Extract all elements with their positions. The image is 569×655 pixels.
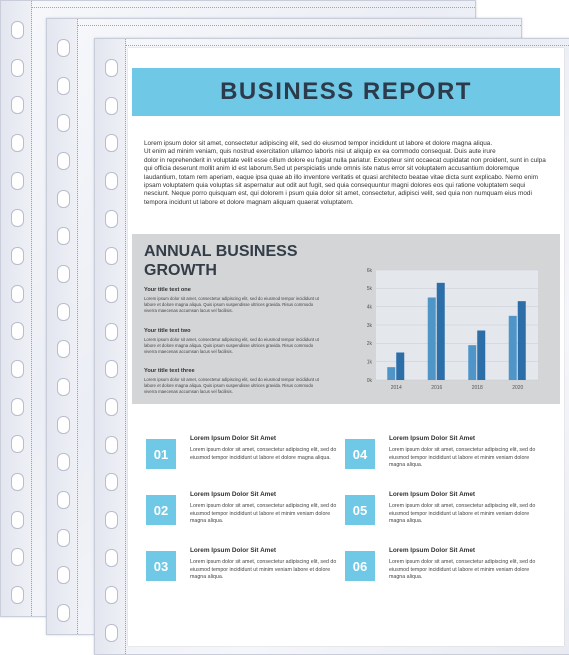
y-tick-label: 0k	[366, 377, 372, 384]
item-text: Lorem ipsum dolor sit amet, consectetur adipiscing elit, sed do eiusmod tempor incididunt ut labore et minim veniam dolore magna aliqua.	[389, 447, 536, 469]
numbered-item	[345, 491, 545, 541]
intro-line: Lorem ipsum dolor sit amet, consectetur adipiscing elit, sed do eiusmod tempor incididunt ut labore et dolore magna aliqua.	[144, 140, 493, 147]
numbered-item	[146, 547, 346, 597]
item-number-badge: 03	[146, 551, 176, 581]
bar	[518, 301, 526, 380]
report-title: BUSINESS REPORT	[220, 78, 472, 105]
binder-hole	[105, 624, 118, 642]
numbered-item	[345, 435, 545, 485]
binder-hole	[105, 360, 118, 378]
item-number-badge: 01	[146, 439, 176, 469]
punched-strip	[95, 39, 126, 654]
numbered-item	[146, 435, 346, 485]
binder-hole	[11, 586, 24, 604]
y-tick-label: 1k	[366, 359, 372, 366]
title-banner	[132, 68, 560, 116]
binder-hole	[11, 435, 24, 453]
numbered-item	[146, 491, 346, 541]
binder-hole	[57, 303, 70, 321]
x-tick-label: 2018	[471, 385, 483, 391]
x-tick-label: 2020	[512, 385, 524, 391]
binder-hole	[57, 39, 70, 57]
binder-hole	[11, 134, 24, 152]
binder-hole	[57, 190, 70, 208]
binder-hole	[105, 172, 118, 190]
binder-hole	[11, 172, 24, 190]
binder-hole	[57, 378, 70, 396]
intro-line: dolor in reprehenderit in voluptate velit esse cillum dolore eu fugiat nulla pariatur. Excepteur sint occaecat cupidatat non proident, sunt in culpa qui officia deserunt mollit anim id est laborum.Sed ut perspiciatis unde omnis iste natus error sit voluptatem accusantium doloremque laudantium, totam rem aperiam, eaque ipsa quae ab illo inventore veritatis et quasi architecto beatae vitae dicta sunt explicabo. Nemo enim ipsam voluptatem quia voluptas sit aspernatur aut odit aut fugit, sed quia consequuntur magni dolores eos qui ratione voluptatem sequi nesciunt. Neque porro quisquam est, qui dolorem i psum quia dolor sit amet, consectetur, adipisci velit, sed quia non numquam eius modi tempora incidunt ut labore et dolore magnam aliquam quaerat voluptatem.	[144, 156, 546, 206]
growth-sub-title: Your title text two	[144, 328, 191, 334]
binder-hole	[105, 473, 118, 491]
binder-hole	[57, 152, 70, 170]
bar	[477, 331, 485, 381]
binder-hole	[11, 322, 24, 340]
binder-hole	[57, 529, 70, 547]
bar	[437, 283, 445, 380]
binder-hole	[57, 77, 70, 95]
y-tick-label: 4k	[366, 304, 372, 311]
item-text: Lorem ipsum dolor sit amet, consectetur adipiscing elit, sed do eiusmod tempor incididunt ut labore et minim veniam dolore magna aliqua.	[190, 503, 337, 525]
item-text: Lorem ipsum dolor sit amet, consectetur adipiscing elit, sed do eiusmod tempor incididunt ut minim veniam labore et dolore magna aliqua.	[190, 559, 337, 581]
binder-hole	[105, 97, 118, 115]
growth-panel	[132, 234, 560, 404]
item-text: Lorem ipsum dolor sit amet, consectetur adipiscing elit, sed do eiusmod tempor incididunt ut labore et minim veniam dolore magna aliqua.	[389, 503, 536, 525]
bar	[468, 345, 476, 380]
seam-line	[77, 25, 521, 28]
item-text: Lorem ipsum dolor sit amet, consectetur adipiscing elit, sed do eiusmod tempor incididunt ut labore et dolore magna aliqua.	[190, 447, 337, 461]
item-number-badge: 05	[345, 495, 375, 525]
binder-hole	[105, 59, 118, 77]
item-title: Lorem Ipsum Dolor Sit Amet	[389, 491, 476, 498]
item-text: Lorem ipsum dolor sit amet, consectetur adipiscing elit, sed do eiusmod tempor incididunt ut labore et minim veniam dolore magna aliqua.	[389, 559, 536, 581]
growth-bar-chart	[352, 262, 546, 402]
item-number-badge: 06	[345, 551, 375, 581]
intro-text	[144, 140, 548, 207]
binder-hole	[57, 340, 70, 358]
item-title: Lorem Ipsum Dolor Sit Amet	[190, 491, 277, 498]
binder-hole	[11, 473, 24, 491]
item-title: Lorem Ipsum Dolor Sit Amet	[389, 435, 476, 442]
item-title: Lorem Ipsum Dolor Sit Amet	[389, 547, 476, 554]
binder-hole	[105, 549, 118, 567]
y-tick-label: 3k	[366, 322, 372, 329]
binder-hole	[57, 604, 70, 622]
binder-hole	[11, 21, 24, 39]
report-page	[128, 48, 564, 646]
binder-hole	[11, 285, 24, 303]
binder-hole	[57, 566, 70, 584]
item-number-badge: 04	[345, 439, 375, 469]
item-number-badge: 02	[146, 495, 176, 525]
binder-hole	[11, 548, 24, 566]
x-tick-label: 2016	[431, 385, 443, 391]
punched-strip	[47, 19, 78, 634]
binder-hole	[57, 265, 70, 283]
binder-hole	[11, 209, 24, 227]
binder-hole	[105, 511, 118, 529]
seam-line	[31, 7, 475, 10]
growth-sub-text: Lorem ipsum dolor sit amet, consectetur adipiscing elit, sed do eiusmod tempor incididunt ut labore et dolore magna aliqua. Quis ipsum suspendisse ultrices gravida. Risus commodo viverra maecenas accumsan lacus vel facilisis.	[144, 377, 319, 394]
bar	[396, 353, 404, 381]
binder-hole	[105, 586, 118, 604]
binder-hole	[11, 96, 24, 114]
binder-hole	[57, 416, 70, 434]
bar	[428, 298, 436, 381]
y-tick-label: 2k	[366, 341, 372, 348]
binder-hole	[105, 134, 118, 152]
binder-hole	[105, 210, 118, 228]
binder-hole	[105, 398, 118, 416]
binder-hole	[11, 247, 24, 265]
bar	[509, 316, 517, 380]
binder-hole	[57, 114, 70, 132]
growth-sub-text: Lorem ipsum dolor sit amet, consectetur adipiscing elit, sed do eiusmod tempor incididunt ut labore et dolore magna aliqua. Quis ipsum suspendisse ultrices gravida. Risus commodo viverra maecenas accumsan lacus vel facilisis.	[144, 337, 319, 354]
growth-sub-title: Your title text three	[144, 368, 195, 374]
binder-hole	[105, 436, 118, 454]
growth-title: ANNUAL BUSINESS GROWTH	[144, 243, 298, 279]
binder-hole	[105, 323, 118, 341]
intro-line: Ut enim ad minim veniam, quis nostrud exercitation ullamco laboris nisi ut aliquip ex ea commodo consequat. Duis aute irure	[144, 148, 496, 156]
binder-hole	[105, 285, 118, 303]
binder-hole	[11, 511, 24, 529]
y-tick-label: 5k	[366, 286, 372, 293]
binder-hole	[11, 360, 24, 378]
binder-hole	[11, 59, 24, 77]
bar	[387, 367, 395, 380]
x-tick-label: 2014	[390, 385, 402, 391]
binder-hole	[57, 453, 70, 471]
growth-sub-text: Lorem ipsum dolor sit amet, consectetur adipiscing elit, sed do eiusmod tempor incididunt ut labore et dolore magna aliqua. Quis ipsum suspendisse ultrices gravida. Risus commodo viverra maecenas accumsan lacus vel facilisis.	[144, 296, 319, 313]
binder-hole	[11, 398, 24, 416]
item-title: Lorem Ipsum Dolor Sit Amet	[190, 547, 277, 554]
numbered-item	[345, 547, 545, 597]
binder-hole	[57, 491, 70, 509]
binder-hole	[105, 247, 118, 265]
growth-sub-title: Your title text one	[144, 287, 191, 293]
y-tick-label: 6k	[366, 267, 372, 274]
binder-hole	[57, 227, 70, 245]
punched-strip	[1, 1, 32, 616]
item-title: Lorem Ipsum Dolor Sit Amet	[190, 435, 277, 442]
